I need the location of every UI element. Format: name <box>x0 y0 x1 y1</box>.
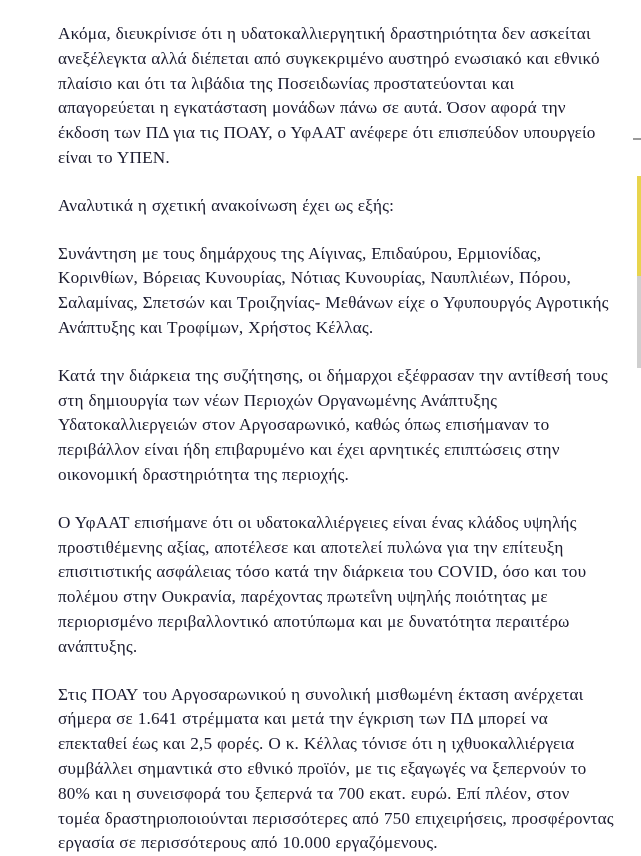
paragraph: Συνάντηση με τους δημάρχους της Αίγινας, Επιδαύρου, Ερμιονίδας, Κορινθίων, Βόρειας Κυνουρίας, Νότιας Κυνουρίας, Ναυπλιέων, Πόρου, Σαλαμίνας, Σπετσών και Τροιζηνίας- Μεθάνων είχε ο Υφυπουργός Αγροτικής Ανάπτυξης και Τροφίμων, Χρήστος Κέλλας. <box>58 243 609 337</box>
paragraph: Ο ΥφΑΑΤ επισήμανε ότι οι υδατοκαλλιέργειες είναι ένας κλάδος υψηλής προστιθέμενης αξίας, αποτέλεσε και αποτελεί πυλώνα για την επίτευξη επισιτιστικής ασφάλειας τόσο κατά την διάρκεια του COVID, όσο και του πολέμου στην Ουκρανία, παρέχοντας πρωτεΐνη υψηλής ποιότητας με περιορισμένο περιβαλλοντικό αποτύπωμα και με δυνατότητα περαιτέρω ανάπτυξης. <box>58 512 587 656</box>
paragraph: Ακόμα, διευκρίνισε ότι η υδατοκαλλιεργητική δραστηριότητα δεν ασκείται ανεξέλεγκτα αλλά διέπεται από συγκεκριμένο αυστηρό ενωσιακό και εθνικό πλαίσιο και ότι τα λιβάδια της Ποσειδωνίας προστατεύονται και απαγορεύεται η εγκατάσταση μονάδων πάνω σε αυτά. Όσον αφορά την έκδοση των ΠΔ για τις ΠΟΑΥ, ο ΥφΑΑΤ ανέφερε ότι επισπεύδον υπουργείο είναι το ΥΠΕΝ. <box>58 24 600 167</box>
page-edge-marker <box>633 138 641 140</box>
paragraph: Αναλυτικά η σχετική ανακοίνωση έχει ως εξής: <box>58 195 395 215</box>
paragraph: Κατά την διάρκεια της συζήτησης, οι δήμαρχοι εξέφρασαν την αντίθεσή τους στη δημιουργία των νέων Περιοχών Οργανωμένης Ανάπτυξης Υδατοκαλλιεργειών στον Αργοσαρωνικό, καθώς όπως επισήμαναν το περιβάλλον είναι ήδη επιβαρυμένο και έχει αρνητικές επιπτώσεις στην οικονομική δραστηριότητα της περιοχής. <box>58 365 608 484</box>
scrollbar-thumb[interactable] <box>637 176 641 276</box>
scrollbar-track[interactable] <box>637 276 641 368</box>
paragraph: Στις ΠΟΑΥ του Αργοσαρωνικού η συνολική μισθωμένη έκταση ανέρχεται σήμερα σε 1.641 στρέμματα και μετά την έγκριση των ΠΔ μπορεί να επεκταθεί έως και 2,5 φορές. Ο κ. Κέλλας τόνισε ότι η ιχθυοκαλλιέργεια συμβάλλει σημαντικά στο εθνικό προϊόν, με τις εξαγωγές να ξεπερνούν το 80% και η συνεισφορά του ξεπερνά τα 700 εκατ. ευρώ. Επί πλέον, στον τομέα δραστηριοποιούνται περισσότερες από 750 επιχειρήσεις, προσφέροντας εργασία σε περισσότερους από 10.000 εργαζόμενους. <box>58 684 614 853</box>
